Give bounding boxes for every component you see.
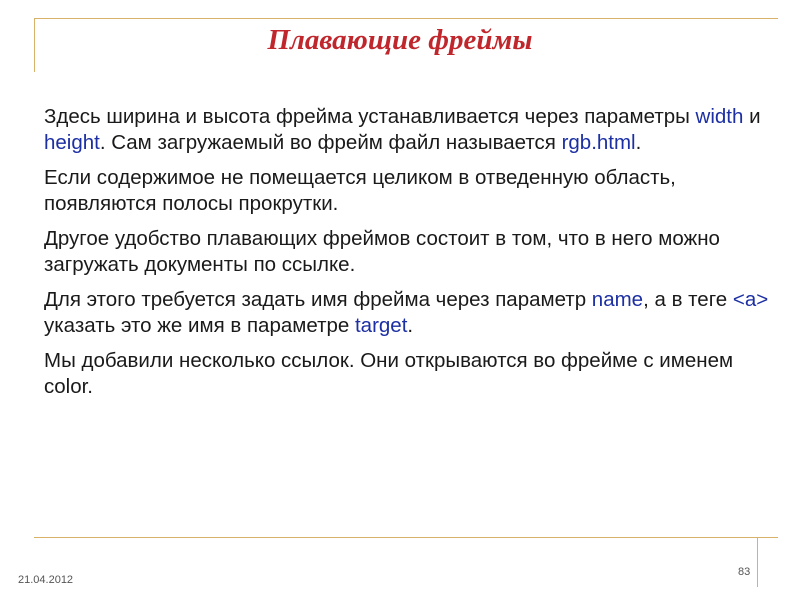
keyword-name: name (591, 288, 644, 311)
paragraph-3 (44, 226, 784, 278)
keyword-target: target (354, 314, 408, 337)
text: . (407, 314, 414, 337)
slide-body (44, 104, 784, 409)
keyword-width: width (695, 105, 744, 128)
paragraph-4 (44, 287, 784, 339)
text: Если содержимое не помещается целиком в отведенную область, появляются полосы прокрутки. (44, 166, 676, 215)
text: Здесь ширина и высота фрейма устанавливается через параметры (44, 105, 696, 128)
bottom-vertical-rule (757, 537, 758, 587)
paragraph-2 (44, 165, 784, 217)
bottom-rule (34, 537, 778, 538)
text: Другое удобство плавающих фреймов состоит в том, что в него можно загружать документы по ссылке. (44, 227, 720, 276)
paragraph-1 (44, 104, 784, 156)
paragraph-5 (44, 348, 784, 400)
text: указать это же имя в параметре (44, 314, 355, 337)
text: . Сам загружаемый во фрейм файл называется (99, 131, 562, 154)
slide-date: 21.04.2012 (18, 574, 74, 586)
slide-title: Плавающие фреймы (267, 24, 533, 56)
keyword-height: height (44, 131, 100, 154)
top-rule (34, 18, 778, 19)
text: и (743, 105, 761, 128)
text: , а в теге (643, 288, 733, 311)
text: Мы добавили несколько ссылок. Они открываются во фрейме с именем color. (44, 349, 734, 398)
keyword-rgb-html: rgb.html (561, 131, 636, 154)
page-number: 83 (738, 566, 751, 578)
text: . (635, 131, 642, 154)
text: Для этого требуется задать имя фрейма через параметр (44, 288, 592, 311)
keyword-a-tag: <a> (732, 288, 769, 311)
